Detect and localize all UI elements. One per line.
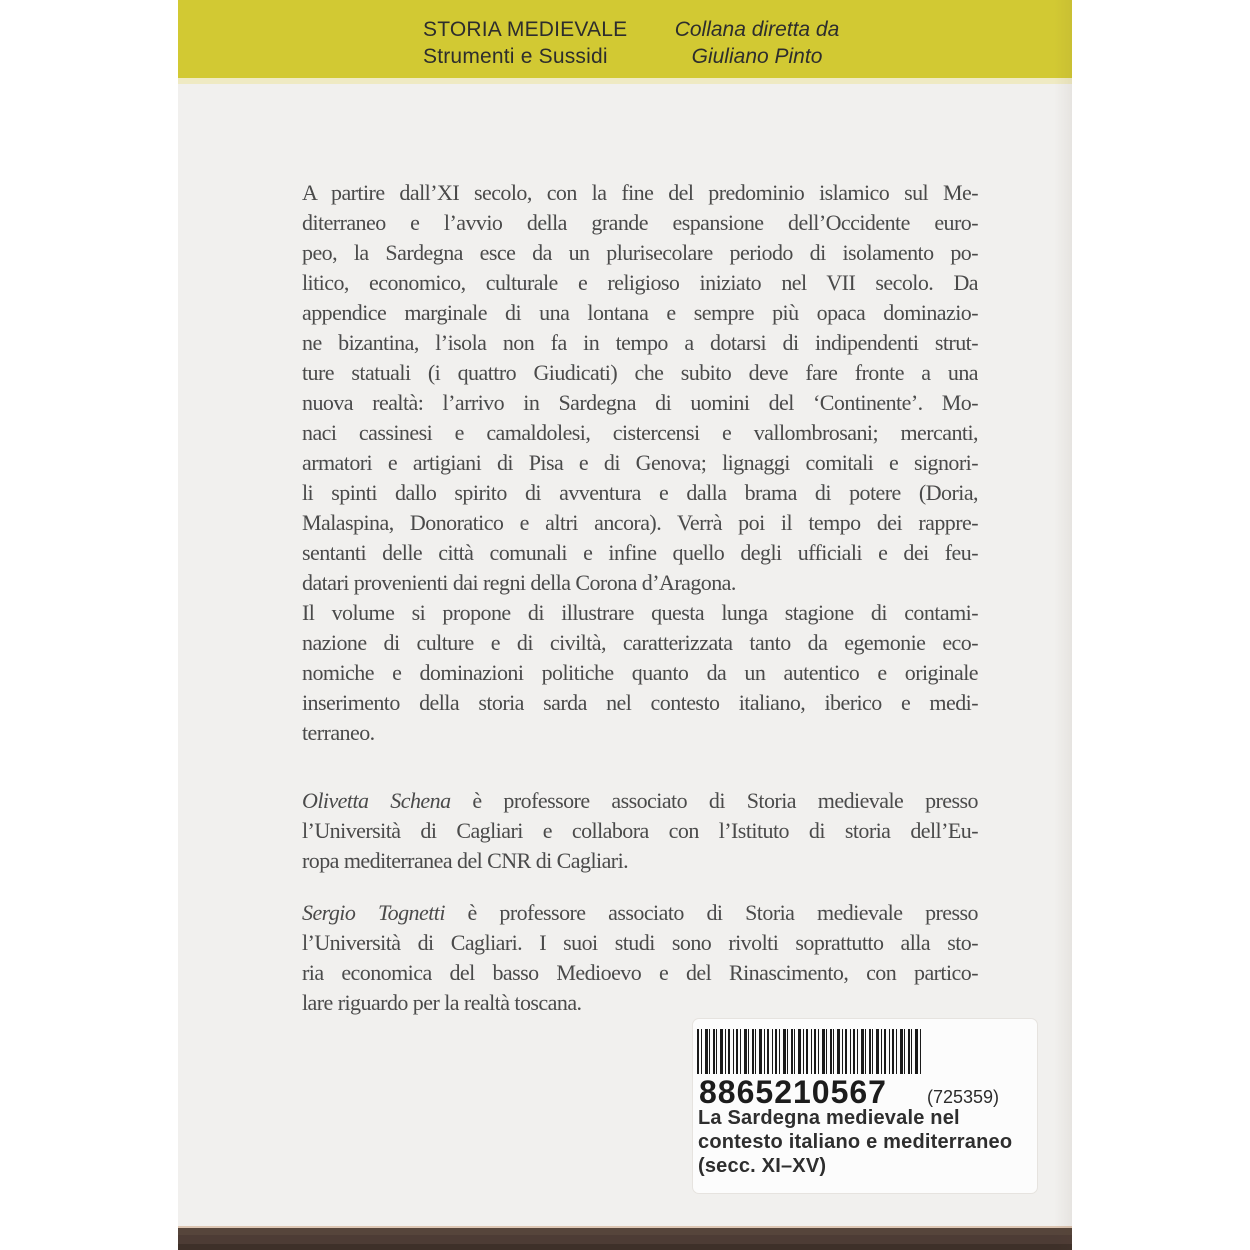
paragraph-line: appendice marginale di una lontana e sempre più opaca dominazio- [302,300,978,325]
paragraph-line: nuova realtà: l’arrivo in Sardegna di uomini del ‘Continente’. Mo- [302,390,978,415]
label-title-line: contesto italiano e mediterraneo [698,1131,1013,1153]
isbn-number: 8865210567 [699,1074,887,1110]
label-book-title [698,1106,1034,1178]
paragraph-line: nazione di culture e di civiltà, caratterizzata tanto da egemonie eco- [302,630,978,655]
series-heading [423,16,627,70]
paragraph-line: terraneo. [302,720,375,745]
paragraph-line: Malaspina, Donoratico e altri ancora). Verrà poi il tempo dei rappre- [302,510,978,535]
barcode-label [692,1018,1038,1194]
bio-line: ropa mediterranea del CNR di Cagliari. [302,848,629,873]
bio-line: lare riguardo per la realtà toscana. [302,990,582,1015]
paragraph-line: A partire dall’XI secolo, con la fine del predominio islamico sul Me- [302,180,978,205]
author-bio-tognetti [302,898,978,1018]
paragraph-line: naci cassinesi e camaldolesi, cistercensi e vallombrosani; mercanti, [302,420,978,445]
back-cover-text [302,178,978,1018]
paragraph-line: litico, economico, culturale e religioso iniziato nel VII secolo. Da [302,270,978,295]
bio-text: è professore associato di Storia medievale presso [444,900,978,925]
bio-line [302,786,978,816]
author-name: Sergio Tognetti [302,900,445,925]
series-band [178,0,1072,78]
author-bio-schena [302,786,978,876]
bio-line: l’Università di Cagliari e collabora con l’Istituto di storia dell’Eu- [302,818,978,843]
paragraph-line: diterraneo e l’avvio della grande espansione dell’Occidente euro- [302,210,978,235]
paragraph-line: Il volume si propone di illustrare questa lunga stagione di contami- [302,600,978,625]
barcode [697,1029,923,1074]
label-title-line: (secc. XI–XV) [698,1155,827,1177]
paragraph-line: ne bizantina, l’isola non fa in tempo a dotarsi di indipendenti strut- [302,330,978,355]
bio-line: l’Università di Cagliari. I suoi studi sono rivolti soprattutto alla sto- [302,930,978,955]
book-back-cover [178,0,1072,1250]
label-code: (725359) [926,1087,1000,1107]
author-name: Olivetta Schena [302,788,451,813]
label-title-line: La Sardegna medievale nel [698,1107,960,1129]
paragraph-line: li spinti dallo spirito di avventura e dalla brama di potere (Doria, [302,480,978,505]
bio-line: ria economica del basso Medioevo e del Rinascimento, con partico- [302,960,978,985]
paragraph-line: datari provenienti dai regni della Corona d’Aragona. [302,570,736,595]
bio-line [302,898,978,928]
collana-directed-by: Collana diretta da [674,18,840,41]
series-title: STORIA MEDIEVALE [423,18,628,41]
book-bottom-edge [178,1226,1072,1250]
paragraph-line: peo, la Sardegna esce da un plurisecolare periodo di isolamento po- [302,240,978,265]
series-subtitle: Strumenti e Sussidi [423,45,608,68]
paragraph-line: nomiche e dominazioni politiche quanto da un autentico e originale [302,660,978,685]
paragraph-line: inserimento della storia sarda nel contesto italiano, iberico e medi- [302,690,978,715]
paragraph-line: armatori e artigiani di Pisa e di Genova; lignaggi comitali e signori- [302,450,978,475]
collana-director-name: Giuliano Pinto [691,45,823,68]
isbn-row [699,1074,1033,1110]
bio-text: è professore associato di Storia medievale presso [450,788,978,813]
paragraph-line: sentanti delle città comunali e infine quello degli ufficiali e dei feu- [302,540,978,565]
paragraph-line: ture statuali (i quattro Giudicati) che subito deve fare fronte a una [302,360,978,385]
collana-heading [652,16,862,70]
